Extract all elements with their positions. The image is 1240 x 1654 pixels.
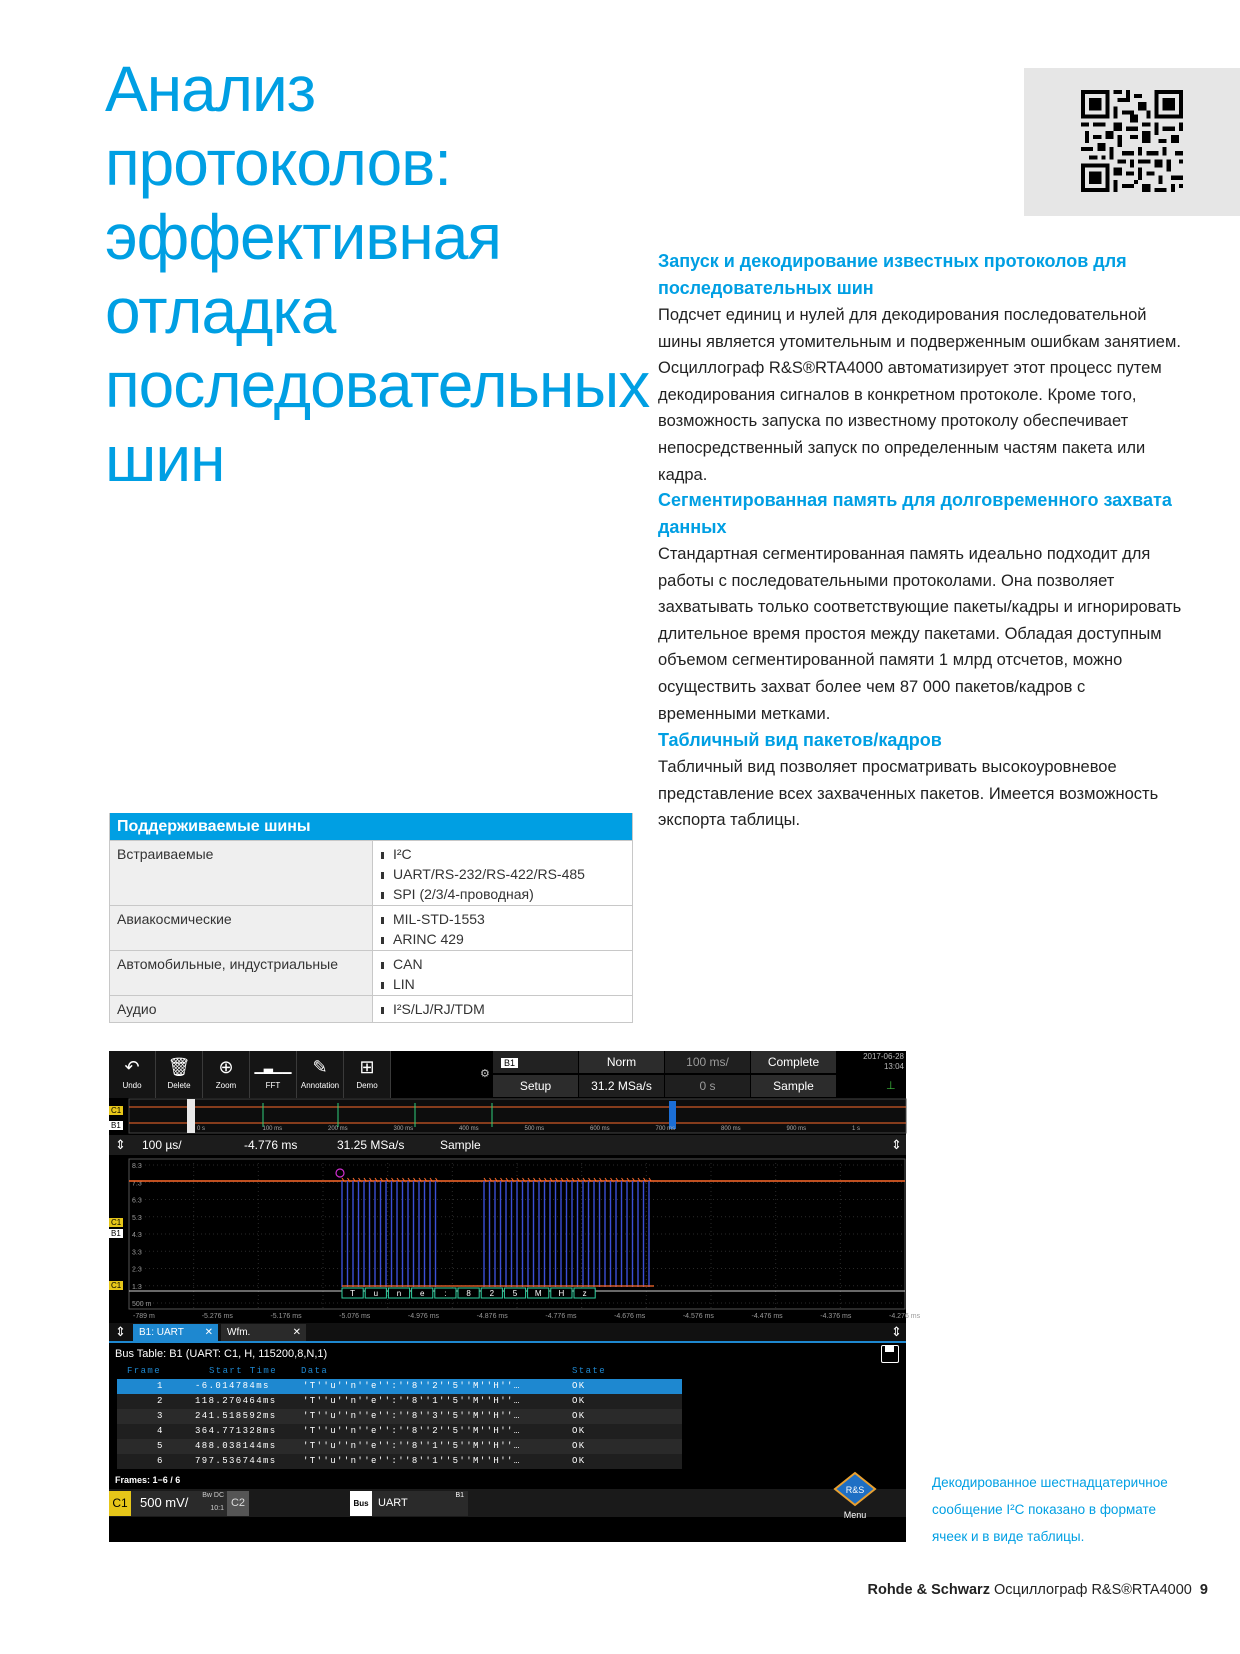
overview-tick-label: 100 ms: [262, 1126, 283, 1132]
tab-underline: [109, 1341, 906, 1343]
section-heading: Сегментированная память для долговременного захвата данных: [658, 490, 1172, 537]
menu-button[interactable]: R&S Menu: [831, 1471, 879, 1517]
y-tick-label: 1.3: [132, 1283, 142, 1291]
x-tick-label: -5.176 ms: [270, 1313, 302, 1320]
decode-char: 2: [489, 1289, 495, 1298]
c1-button[interactable]: C1: [109, 1491, 131, 1516]
x-tick-label: -4.776 ms: [545, 1313, 577, 1320]
cell-state: OK: [572, 1456, 586, 1466]
decode-char: :: [444, 1289, 447, 1298]
decode-char: 8: [466, 1289, 471, 1298]
close-icon[interactable]: ✕: [292, 1327, 301, 1338]
section-body: Стандартная сегментированная память идеально подходит для работы с последовательными протоколами. Она позволяет захватывать только соответствующие пакеты/кадры и игнорировать длительное время простоя между пакетами. Обладая доступным объемом сегментированной памяти 1 млрд отсчетов, можно осуществить захват более чем 87 000 пакетов/кадров с временными метками.: [658, 545, 1182, 723]
bus-item: MIL-STD-1553: [379, 909, 632, 929]
overview-strip: [109, 1099, 906, 1135]
gear-icon[interactable]: ⚙: [480, 1068, 490, 1080]
page-title: [105, 52, 650, 496]
overview-tick-label: 0 s: [197, 1126, 206, 1132]
title-line: Анализ протоколов:: [105, 53, 451, 199]
y-tick-label: 4.3: [132, 1232, 142, 1239]
sample-rate-readout: 31.25 MSa/s: [337, 1138, 405, 1152]
undo-icon: ↶: [124, 1057, 140, 1077]
section-heading: Табличный вид пакетов/кадров: [658, 730, 942, 750]
y-tick-label: 5.3: [132, 1214, 142, 1222]
cell-data: 'T''u''n''e'':''8''1''5''M''H''…: [303, 1456, 521, 1466]
bus-item: ARINC 429: [379, 929, 632, 949]
overview-tick-label: 300 ms: [393, 1126, 414, 1132]
bus-item: LIN: [379, 974, 632, 994]
x-tick-label: -4.876 ms: [476, 1313, 508, 1320]
bus-category: Авиакосмические: [110, 906, 373, 950]
brand-name: Rohde & Schwarz: [867, 1582, 990, 1598]
x-tick-label: -4.376 ms: [820, 1313, 852, 1320]
x-tick-label: -4.476 ms: [751, 1313, 783, 1320]
fft-button[interactable]: ▁▃▁▁ FFT: [250, 1051, 297, 1098]
channel-spacer: [249, 1491, 350, 1516]
undo-button[interactable]: ↶ Undo: [109, 1051, 156, 1098]
figure-caption: Декодированное шестнадцатеричное сообщение I²C показано в формате ячеек и в виде таблицы.: [932, 1475, 1168, 1544]
cell-start: -6.014784ms: [195, 1381, 270, 1391]
overview-tick-label: 600 ms: [590, 1126, 610, 1132]
offset-readout: 0 s: [665, 1075, 750, 1097]
y-tick-label: 2.3: [132, 1266, 142, 1274]
product-name: Осциллограф R&S®RTA4000: [989, 1582, 1192, 1598]
bus-list: [373, 951, 632, 995]
network-icon: ⊥: [886, 1080, 896, 1092]
b1-marker: B1: [111, 1121, 121, 1130]
qr-panel: [1024, 68, 1240, 216]
section-table-view: [658, 727, 1188, 834]
cell-start: 488.038144ms: [195, 1441, 277, 1451]
table-row[interactable]: [117, 1424, 682, 1439]
x-tick-label: -4.676 ms: [614, 1313, 646, 1320]
trigger-mode[interactable]: Norm: [579, 1051, 664, 1073]
b1-channel-label: B1: [111, 1229, 121, 1238]
section-body: Подсчет единиц и нулей для декодирования последовательной шины является утомительным и подверженным ошибкам занятием. Осциллограф R&S®RTA4000 автоматизирует этот процесс путем декодирования сигналов в конкретном протоколе. Кроме того, возможность запуска по известному протоколу обеспечивает непосредственный запуск по определенным частям пакета или кадра.: [658, 306, 1181, 484]
y-tick-label: 500 m: [132, 1301, 152, 1308]
decode-char: M: [534, 1289, 542, 1298]
acquisition-status[interactable]: Complete: [751, 1051, 836, 1073]
scroll-up-down-icon[interactable]: ⇕: [891, 1324, 902, 1339]
section-body: Табличный вид позволяет просматривать высокоуровневое представление всех захваченных пакетов. Имеется возможность экспорта таблицы.: [658, 758, 1159, 830]
demo-icon: ⊞: [359, 1057, 375, 1077]
frames-count: Frames: 1−6 / 6: [115, 1475, 181, 1485]
save-icon[interactable]: [881, 1345, 899, 1363]
y-tick-label: 6.3: [132, 1197, 142, 1205]
time-div-readout[interactable]: 100 µs/: [142, 1138, 182, 1152]
c1-channel-label: C1: [111, 1218, 122, 1227]
y-tick-label: 7.3: [132, 1180, 142, 1188]
cell-state: OK: [572, 1381, 586, 1391]
cell-frame: 2: [157, 1396, 164, 1406]
tab-b1-uart[interactable]: B1: UART ✕: [133, 1324, 218, 1341]
title-line: эффективная: [105, 201, 501, 273]
annotation-button[interactable]: ✎ Annotation: [297, 1051, 344, 1098]
bus-table-title: Bus Table: B1 (UART: C1, H, 115200,8,N,1): [115, 1348, 328, 1360]
cell-state: OK: [572, 1426, 586, 1436]
table-header-row: Frame Start Time Data State: [127, 1366, 607, 1376]
bus-list: [373, 841, 632, 905]
demo-button[interactable]: ⊞ Demo: [344, 1051, 391, 1098]
cell-frame: 6: [157, 1456, 164, 1466]
overview-tick-label: 200 ms: [328, 1126, 348, 1132]
fft-icon: ▁▃▁▁: [254, 1060, 292, 1074]
bus-item: SPI (2/3/4-проводная): [379, 884, 632, 904]
trash-icon: 🗑: [167, 1057, 191, 1077]
setup-button[interactable]: Setup: [493, 1075, 578, 1097]
page-number: 9: [1199, 1582, 1208, 1598]
scroll-up-down-icon[interactable]: ⇕: [115, 1137, 126, 1152]
decode-char: z: [582, 1289, 587, 1298]
table-row[interactable]: [117, 1454, 682, 1469]
cell-state: OK: [572, 1396, 586, 1406]
cell-state: OK: [572, 1411, 586, 1421]
timebase-bar: [109, 1135, 906, 1155]
c1-marker: C1: [111, 1106, 122, 1115]
bus-item: I²C: [379, 844, 632, 864]
acq-mode-button[interactable]: Sample: [751, 1075, 836, 1097]
x-tick-label: -4.276 ms: [889, 1313, 921, 1320]
bus-item: I²S/LJ/RJ/TDM: [379, 999, 632, 1019]
qr-code-icon[interactable]: [1081, 90, 1183, 192]
delete-button[interactable]: 🗑 Delete: [156, 1051, 203, 1098]
decode-char: e: [419, 1289, 425, 1298]
tab-waveform[interactable]: Wfm. ✕: [221, 1324, 306, 1341]
c2-button[interactable]: C2: [227, 1491, 249, 1516]
cell-start: 364.771328ms: [195, 1426, 277, 1436]
cell-state: OK: [572, 1441, 586, 1451]
bus-category: Автомобильные, индустриальные: [110, 951, 373, 995]
page-footer: [867, 1582, 1208, 1598]
table-row[interactable]: [117, 1409, 682, 1424]
overview-tick-label: 400 ms: [459, 1126, 479, 1132]
table-row[interactable]: [117, 1439, 682, 1454]
table-row: [110, 950, 632, 995]
position-readout[interactable]: -4.776 ms: [244, 1138, 298, 1152]
bus-item: UART/RS-232/RS-422/RS-485: [379, 864, 632, 884]
svg-text:R&S: R&S: [845, 1485, 865, 1495]
oscilloscope-screenshot: [109, 1051, 921, 1542]
table-row[interactable]: [117, 1394, 682, 1409]
c1-scale-panel[interactable]: 500 mV/ Bw DC 10:1: [131, 1491, 227, 1516]
cell-frame: 5: [157, 1441, 164, 1451]
cell-frame: 3: [157, 1411, 164, 1421]
table-row[interactable]: [117, 1379, 682, 1394]
decode-char: n: [396, 1289, 402, 1298]
decode-char: 5: [512, 1289, 518, 1298]
decode-char: u: [373, 1289, 379, 1298]
timebase-overview[interactable]: 100 ms/: [665, 1051, 750, 1073]
y-tick-label: 3.3: [132, 1249, 142, 1257]
title-line: отладка: [105, 275, 336, 347]
table-row: [110, 840, 632, 905]
scroll-up-down-icon[interactable]: ⇕: [115, 1324, 126, 1339]
bus-button[interactable]: Bus: [350, 1491, 372, 1516]
trigger-source[interactable]: B1: [493, 1051, 578, 1073]
cell-start: 797.536744ms: [195, 1456, 277, 1466]
cell-data: 'T''u''n''e'':''8''2''5''M''H''…: [303, 1381, 521, 1391]
cell-start: 118.270464ms: [195, 1396, 277, 1406]
bus-category: Аудио: [110, 996, 373, 1022]
decode-char: T: [350, 1289, 356, 1298]
bus-type-panel[interactable]: UART B1: [372, 1491, 468, 1516]
supported-buses-table: [109, 813, 633, 1023]
waveform-display[interactable]: [109, 1155, 921, 1323]
scroll-up-down-icon[interactable]: ⇕: [891, 1137, 902, 1152]
toolbar-spacer: [391, 1051, 481, 1098]
title-line: последовательных: [105, 349, 650, 421]
x-tick-label: -789 m: [133, 1313, 155, 1320]
y-tick-label: 8.3: [132, 1163, 142, 1170]
decode-char: H: [558, 1289, 565, 1298]
pen-icon: ✎: [312, 1057, 328, 1077]
table-header: Поддерживаемые шины: [110, 813, 632, 840]
overview-tick-label: 700 ms: [655, 1126, 676, 1132]
overview-tick-label: 500 ms: [524, 1126, 545, 1132]
overview-window[interactable]: [187, 1099, 195, 1133]
x-tick-label: -4.976 ms: [407, 1313, 440, 1320]
x-tick-label: -5.076 ms: [339, 1313, 371, 1320]
cell-data: 'T''u''n''e'':''8''1''5''M''H''…: [303, 1441, 521, 1451]
table-row: [110, 995, 632, 1022]
overview-tick-label: 900 ms: [786, 1126, 807, 1132]
close-icon[interactable]: ✕: [204, 1327, 213, 1338]
rs-logo-icon: [831, 1471, 879, 1507]
sample-rate-readout: 31.2 MSa/s: [579, 1075, 664, 1097]
x-tick-label: -4.576 ms: [682, 1313, 714, 1320]
overview-tick-label: 1 s: [852, 1126, 861, 1132]
cell-frame: 1: [157, 1381, 164, 1391]
x-tick-label: -5.276 ms: [201, 1313, 233, 1320]
bus-item: CAN: [379, 954, 632, 974]
overview-tick-label: 800 ms: [721, 1126, 741, 1132]
section-protocol-decode: [658, 248, 1188, 488]
bus-category: Встраиваемые: [110, 841, 373, 905]
c1-ground-label: C1: [111, 1281, 122, 1290]
cell-start: 241.518592ms: [195, 1411, 277, 1421]
section-segmented-memory: [658, 487, 1188, 727]
zoom-button[interactable]: ⊕ Zoom: [203, 1051, 250, 1098]
cell-data: 'T''u''n''e'':''8''2''5''M''H''…: [303, 1426, 521, 1436]
timestamp: 2017-06-28 13:04: [863, 1052, 904, 1071]
cell-data: 'T''u''n''e'':''8''1''5''M''H''…: [303, 1396, 521, 1406]
bus-list: [373, 996, 632, 1022]
cell-data: 'T''u''n''e'':''8''3''5''M''H''…: [303, 1411, 521, 1421]
zoom-icon: ⊕: [218, 1057, 234, 1077]
mode-readout[interactable]: Sample: [440, 1138, 481, 1152]
cell-frame: 4: [157, 1426, 164, 1436]
title-line: шин: [105, 423, 225, 495]
table-row: [110, 905, 632, 950]
section-heading: Запуск и декодирование известных протоколов для последовательных шин: [658, 251, 1127, 298]
bus-list: [373, 906, 632, 950]
